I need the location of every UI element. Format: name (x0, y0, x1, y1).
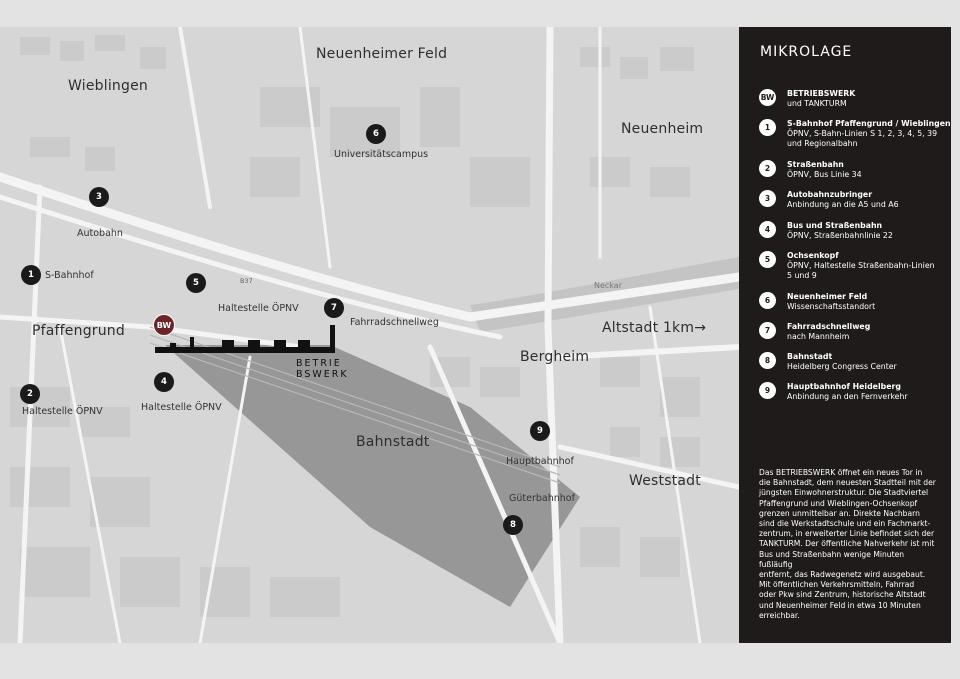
poi-label-6: Universitätscampus (334, 149, 429, 160)
legend-text (787, 382, 953, 402)
betriebswerk-building-label (296, 358, 349, 380)
district-label-altstadt: Altstadt 1km→ (602, 320, 707, 336)
legend-text (787, 89, 953, 109)
legend-panel (739, 27, 951, 643)
poi-label-5: Haltestelle ÖPNV (218, 303, 299, 314)
poi-pin-4[interactable]: 4 (154, 372, 174, 392)
description-line: erreichbar. (759, 610, 800, 620)
description-line: oder Pkw sind Zentrum, historische Altstadt (759, 590, 926, 600)
poi-pin-8[interactable]: 8 (503, 515, 523, 535)
bw-marker[interactable]: BW (153, 314, 175, 336)
legend-marker: 2 (759, 160, 776, 177)
poi-pin-7[interactable]: 7 (324, 298, 344, 318)
legend-text (787, 352, 953, 372)
map-area[interactable] (0, 27, 739, 643)
poi-pin-2[interactable]: 2 (20, 384, 40, 404)
legend-text (787, 160, 953, 180)
legend-title: Ochsenkopf (787, 251, 839, 260)
legend-line: ÖPNV, Haltestelle Straßenbahn-Linien (787, 261, 935, 270)
description-line: jüngsten Einwohnerstruktur. Die Stadtviertel (759, 488, 929, 498)
district-label-bahnstadt: Bahnstadt (356, 434, 430, 450)
district-label-pfaffengrund: Pfaffengrund (32, 323, 125, 339)
legend-marker: 9 (759, 382, 776, 399)
description-line: und Neuenheimer Feld in etwa 10 Minuten (759, 600, 921, 610)
legend-title: Bahnstadt (787, 352, 833, 361)
poi-label-8: Güterbahnhof (509, 493, 575, 504)
description-line: Pfaffengrund und Wieblingen-Ochsenkopf (759, 498, 918, 508)
poi-label-7: Fahrradschnellweg (350, 317, 439, 328)
legend-marker: 6 (759, 292, 776, 309)
district-label-neuenheimer-feld: Neuenheimer Feld (316, 46, 448, 62)
legend-line: Anbindung an den Fernverkehr (787, 392, 908, 401)
panel-title: MIKROLAGE (760, 44, 853, 60)
legend-line: ÖPNV, Bus Linie 34 (787, 170, 862, 179)
legend-marker: 3 (759, 190, 776, 207)
legend-title: Hauptbahnhof Heidelberg (787, 382, 901, 391)
description-line: die Bahnstadt, dem neuesten Stadtteil mit der (759, 478, 936, 488)
building-label-line-1: BETRIE (296, 358, 342, 369)
description-line: Mit öffentlichen Verkehrsmitteln, Fahrrad (759, 580, 915, 590)
legend-title: Bus und Straßenbahn (787, 221, 883, 230)
road-label-b37: B37 (240, 277, 253, 285)
poi-pin-5[interactable]: 5 (186, 273, 206, 293)
description-line: Das BETRIEBSWERK öffnet ein neues Tor in (759, 468, 923, 477)
legend-marker: 5 (759, 251, 776, 268)
building-label-line-2: BSWERK (296, 369, 349, 380)
poi-pin-6[interactable]: 6 (366, 124, 386, 144)
legend-title: Neuenheimer Feld (787, 292, 868, 301)
poi-label-2: Haltestelle ÖPNV (22, 406, 103, 417)
legend-title: Fahrradschnellweg (787, 322, 871, 331)
legend-title: BETRIEBSWERK (787, 89, 856, 98)
legend-marker: 4 (759, 221, 776, 238)
legend-marker: 1 (759, 119, 776, 136)
description-line: grenzen unmittelbar an. Direkte Nachbarn (759, 508, 920, 518)
legend-title: Autobahnzubringer (787, 190, 873, 199)
river-label-neckar: Neckar (594, 281, 622, 290)
legend-line: und TANKTURM (787, 99, 847, 108)
legend-line: ÖPNV, S-Bahn-Linien S 1, 2, 3, 4, 5, 39 (787, 129, 938, 138)
description-line: entfernt, das Radwegenetz wird ausgebaut. (759, 570, 926, 580)
district-label-wieblingen: Wieblingen (68, 78, 148, 94)
poi-label-9: Hauptbahnhof (506, 456, 574, 467)
legend-text (787, 190, 953, 210)
legend-text (787, 322, 953, 342)
legend-title: Straßenbahn (787, 160, 844, 169)
district-label-neuenheim: Neuenheim (621, 121, 704, 137)
poi-pin-3[interactable]: 3 (89, 187, 109, 207)
legend-marker: 8 (759, 352, 776, 369)
legend-marker: 7 (759, 322, 776, 339)
legend-text (787, 292, 953, 312)
legend-title: S-Bahnhof Pfaffengrund / Wieblingen (787, 119, 951, 128)
legend-line: nach Mannheim (787, 332, 850, 341)
poi-pin-1[interactable]: 1 (21, 265, 41, 285)
legend-text (787, 221, 953, 241)
legend-line: 5 und 9 (787, 271, 817, 280)
poi-pin-9[interactable]: 9 (530, 421, 550, 441)
description-line: TANKTURM. Der öffentliche Nahverkehr ist mit (759, 539, 935, 549)
legend-line: Anbindung an die A5 und A6 (787, 200, 899, 209)
description-text (759, 468, 939, 621)
legend-line: und Regionalbahn (787, 139, 858, 148)
legend-marker: BW (759, 89, 776, 106)
legend-text (787, 119, 953, 149)
legend-line: Heidelberg Congress Center (787, 362, 897, 371)
description-line: zentrum, in erweiterter Linie befindet sich der (759, 529, 935, 539)
poi-label-4: Haltestelle ÖPNV (141, 402, 222, 413)
district-label-weststadt: Weststadt (629, 473, 701, 489)
legend-line: ÖPNV, Straßenbahnlinie 22 (787, 231, 893, 240)
legend-line: Wissenschaftsstandort (787, 302, 876, 311)
description-line: Bus und Straßenbahn wenige Minuten fußläufig (759, 549, 905, 569)
legend-text (787, 251, 953, 281)
district-label-bergheim: Bergheim (520, 349, 590, 365)
description-line: sind die Werkstadtschule und ein Fachmarkt- (759, 519, 931, 529)
poi-label-1: S-Bahnhof (45, 270, 94, 281)
poi-label-3: Autobahn (77, 228, 123, 239)
